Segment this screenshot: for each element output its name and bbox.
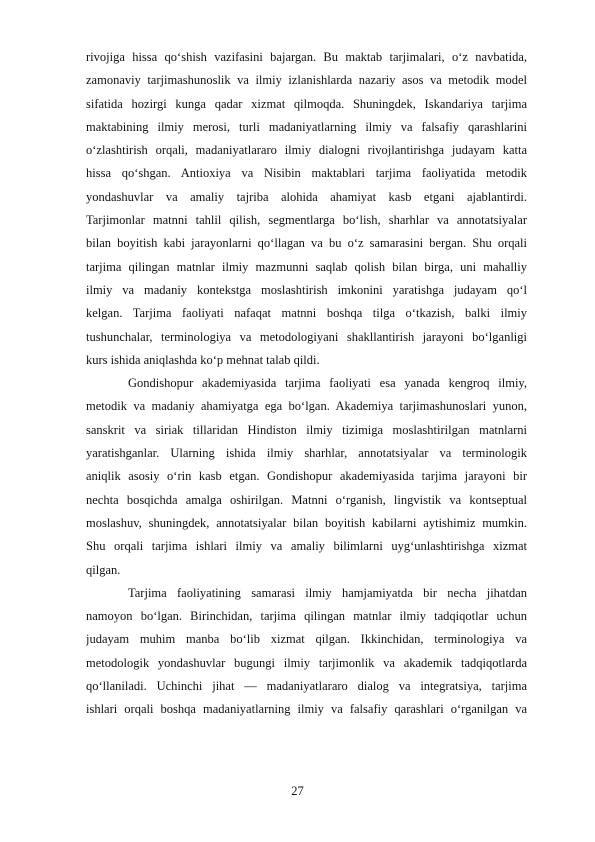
text-line: moslashuv, shuningdek, annotatsiyalar bilan boyitish kabilarni aytishimiz mumkin. xyxy=(86,515,527,530)
text-line: tarjima qilingan matnlar ilmiy mazmunni saqlab qolish bilan birga, uni mahalliy xyxy=(86,259,527,274)
text-line: Shu orqali tarjima ishlari ilmiy va amaliy bilimlarni uyg‘unlashtirishga xizmat xyxy=(86,539,527,554)
text-line: zamonaviy tarjimashunoslik va ilmiy izlanishlarda nazariy asos va metodik model xyxy=(86,73,527,88)
text-line: sifatida hozirgi kunga qadar xizmat qilmoqda. Shuningdek, Iskandariya tarjima xyxy=(86,96,527,111)
page-number: 27 xyxy=(291,784,304,798)
text-line: hissa qo‘shgan. Antioxiya va Nisibin maktablari tarjima faoliyatida metodik xyxy=(86,166,527,181)
text-line: metodologik yondashuvlar bugungi ilmiy tarjimonlik va akademik tadqiqotlarda xyxy=(86,655,527,670)
text-line: tushunchalar, terminologiya va metodologiyani shakllantirish jarayoni bo‘lganligi xyxy=(86,329,527,344)
text-line: Tarjimonlar matnni tahlil qilish, segmentlarga bo‘lish, sharhlar va annotatsiyalar xyxy=(86,213,527,228)
text-line: ilmiy va madaniy kontekstga moslashtirish imkonini yaratishga judayam qo‘l xyxy=(86,282,527,297)
paragraph-3 xyxy=(86,582,527,722)
text-line: kurs ishida aniqlashda ko‘p mehnat talab qildi. xyxy=(86,352,320,367)
text-line: o‘zlashtirish orqali, madaniyatlararo ilmiy dialogni rivojlantirishga judayam katta xyxy=(86,143,527,158)
text-line: Tarjima faoliyatining samarasi ilmiy hamjamiyatda bir necha jihatdan xyxy=(128,585,527,600)
document-page xyxy=(86,46,527,722)
text-line: namoyon bo‘lgan. Birinchidan, tarjima qilingan matnlar ilmiy tadqiqotlar uchun xyxy=(86,609,527,624)
text-line: maktabining ilmiy merosi, turli madaniyatlarning ilmiy va falsafiy qarashlarini xyxy=(86,119,527,134)
paragraph-2 xyxy=(86,372,527,582)
text-line: nechta bosqichda amalga oshirilgan. Matnni o‘rganish, lingvistik va kontseptual xyxy=(86,492,527,507)
text-line: qo‘llaniladi. Uchinchi jihat — madaniyatlararo dialog va integratsiya, tarjima xyxy=(86,679,527,694)
text-line: rivojiga hissa qo‘shish vazifasini bajargan. Bu maktab tarjimalari, o‘z navbatida, xyxy=(86,50,527,64)
text-line: bilan boyitish kabi jarayonlarni qo‘llagan va bu o‘z samarasini bergan. Shu orqali xyxy=(86,236,527,251)
text-line: qilgan. xyxy=(86,562,121,577)
text-line: aniqlik asosiy o‘rin kasb etgan. Gondishopur akademiyasida tarjima jarayoni bir xyxy=(86,469,527,484)
text-line: judayam muhim manba bo‘lib xizmat qilgan. Ikkinchidan, terminologiya va xyxy=(86,632,527,647)
text-line: kelgan. Tarjima faoliyati nafaqat matnni boshqa tilga o‘tkazish, balki ilmiy xyxy=(86,306,527,321)
text-line: ishlari orqali boshqa madaniyatlarning ilmiy va falsafiy qarashlari o‘rganilgan va xyxy=(86,702,527,717)
text-line: yondashuvlar va amaliy tajriba alohida ahamiyat kasb etgani ajablantirdi. xyxy=(86,189,527,204)
text-line: yaratishganlar. Ularning ishida ilmiy sharhlar, annotatsiyalar va terminologik xyxy=(86,446,527,461)
paragraph-1 xyxy=(86,46,527,372)
text-line: metodik va madaniy ahamiyatga ega bo‘lgan. Akademiya tarjimashunoslari yunon, xyxy=(86,399,527,414)
text-line: Gondishopur akademiyasida tarjima faoliyati esa yanada kengroq ilmiy, xyxy=(128,376,527,391)
text-line: sanskrit va siriak tillaridan Hindiston ilmiy tizimiga moslashtirilgan matnlarni xyxy=(86,422,527,437)
